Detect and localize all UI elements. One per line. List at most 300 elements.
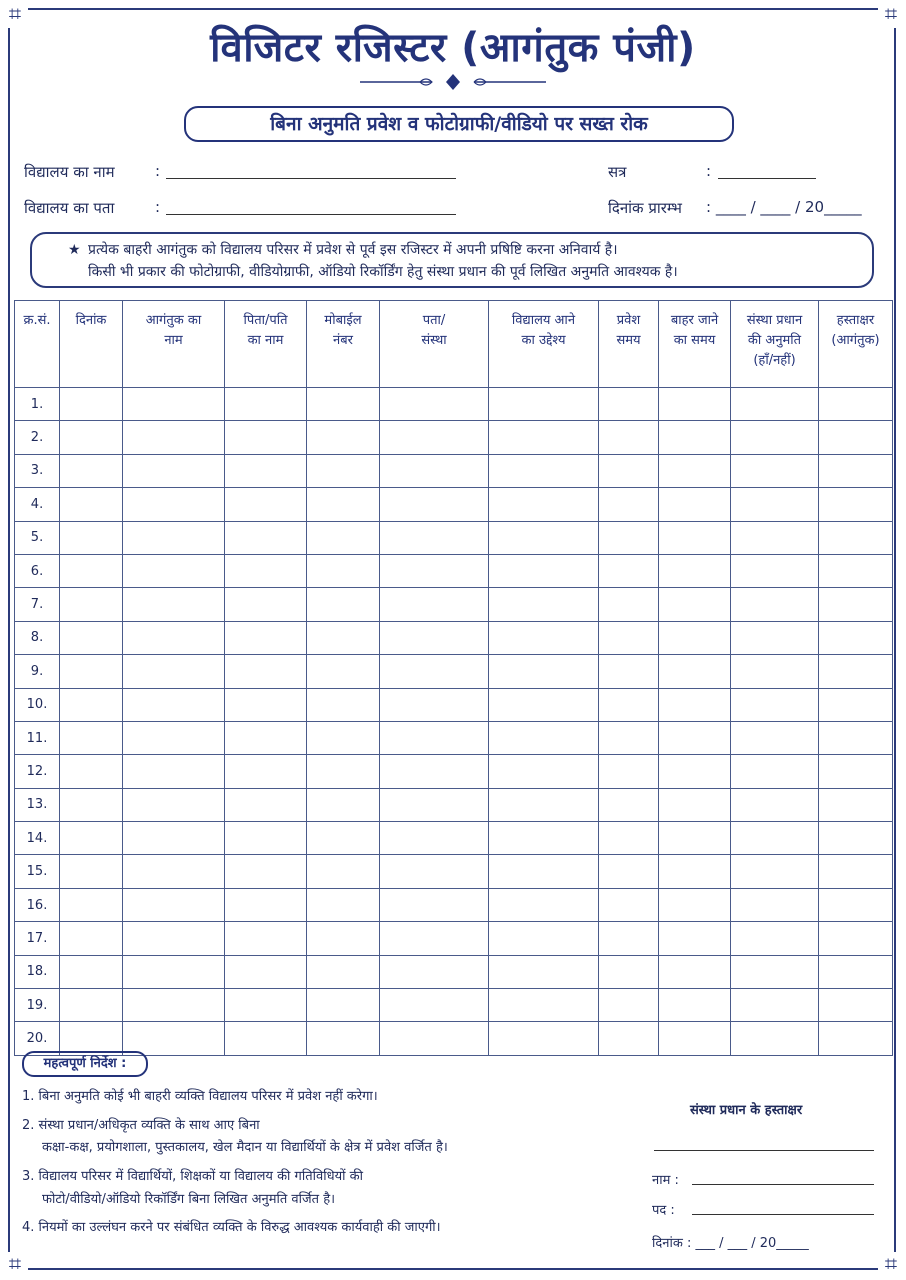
- entry-cell[interactable]: [225, 989, 307, 1022]
- entry-cell[interactable]: [731, 1022, 819, 1055]
- entry-cell[interactable]: [380, 922, 489, 955]
- entry-cell[interactable]: [123, 588, 225, 621]
- entry-cell[interactable]: [659, 621, 731, 654]
- table-row: [15, 788, 893, 821]
- entry-cell[interactable]: [819, 554, 893, 587]
- entry-cell[interactable]: [60, 488, 123, 521]
- entry-cell[interactable]: [307, 521, 380, 554]
- entry-cell[interactable]: [123, 922, 225, 955]
- session-field[interactable]: [718, 178, 816, 179]
- school-name-field[interactable]: [166, 178, 456, 179]
- entry-cell[interactable]: [659, 822, 731, 855]
- entry-cell[interactable]: [489, 421, 599, 454]
- entry-cell[interactable]: [599, 989, 659, 1022]
- entry-cell[interactable]: [60, 721, 123, 754]
- entry-cell[interactable]: [599, 688, 659, 721]
- entry-cell[interactable]: [489, 521, 599, 554]
- entry-cell[interactable]: [659, 688, 731, 721]
- entry-cell[interactable]: [599, 855, 659, 888]
- entry-cell[interactable]: [731, 721, 819, 754]
- register-table: [14, 300, 893, 1056]
- entry-cell[interactable]: [380, 855, 489, 888]
- column-header: [731, 301, 819, 388]
- entry-cell[interactable]: [599, 421, 659, 454]
- entry-cell[interactable]: [380, 521, 489, 554]
- entry-cell[interactable]: [659, 421, 731, 454]
- entry-cell[interactable]: [819, 721, 893, 754]
- entry-cell[interactable]: [380, 588, 489, 621]
- entry-cell[interactable]: [599, 588, 659, 621]
- column-header-line: समय: [616, 333, 641, 348]
- entry-cell[interactable]: [225, 621, 307, 654]
- entry-cell[interactable]: [380, 621, 489, 654]
- entry-cell[interactable]: [123, 621, 225, 654]
- entry-cell[interactable]: [380, 488, 489, 521]
- entry-cell[interactable]: [380, 388, 489, 421]
- entry-cell[interactable]: [307, 989, 380, 1022]
- entry-cell[interactable]: [599, 955, 659, 988]
- column-header: [489, 301, 599, 388]
- entry-cell[interactable]: [819, 955, 893, 988]
- table-row: [15, 388, 893, 421]
- entry-cell[interactable]: [659, 955, 731, 988]
- entry-cell[interactable]: [599, 488, 659, 521]
- entry-cell[interactable]: [60, 755, 123, 788]
- corner-ornament-icon: ⌗: [878, 2, 904, 28]
- entry-cell[interactable]: [307, 788, 380, 821]
- entry-cell[interactable]: [380, 955, 489, 988]
- entry-cell[interactable]: [819, 688, 893, 721]
- entry-cell[interactable]: [123, 989, 225, 1022]
- entry-cell[interactable]: [599, 621, 659, 654]
- entry-cell[interactable]: [489, 688, 599, 721]
- entry-cell[interactable]: [731, 989, 819, 1022]
- instruction-item: 2. संस्था प्रधान/अधिकृत व्यक्ति के साथ आए बिना: [22, 1118, 260, 1133]
- corner-ornament-icon: ⌗: [2, 1252, 28, 1278]
- entry-cell[interactable]: [60, 989, 123, 1022]
- entry-cell[interactable]: [225, 755, 307, 788]
- serial-number: 12.: [15, 755, 60, 788]
- instruction-item: 1. बिना अनुमति कोई भी बाहरी व्यक्ति विद्यालय परिसर में प्रवेश नहीं करेगा।: [22, 1089, 378, 1104]
- entry-cell[interactable]: [819, 655, 893, 688]
- entry-cell[interactable]: [489, 822, 599, 855]
- entry-cell[interactable]: [659, 755, 731, 788]
- entry-cell[interactable]: [225, 822, 307, 855]
- entry-cell[interactable]: [307, 554, 380, 587]
- entry-cell[interactable]: [123, 822, 225, 855]
- entry-cell[interactable]: [659, 488, 731, 521]
- star-icon: ★: [68, 242, 81, 258]
- serial-number: 15.: [15, 855, 60, 888]
- entry-cell[interactable]: [225, 721, 307, 754]
- entry-cell[interactable]: [599, 755, 659, 788]
- table-row: [15, 655, 893, 688]
- entry-cell[interactable]: [380, 554, 489, 587]
- column-header-line: मोबाईल: [324, 313, 362, 328]
- entry-cell[interactable]: [225, 554, 307, 587]
- entry-cell[interactable]: [599, 521, 659, 554]
- serial-number: 18.: [15, 955, 60, 988]
- entry-cell[interactable]: [123, 655, 225, 688]
- entry-cell[interactable]: [489, 588, 599, 621]
- column-header-line: पता/: [422, 313, 446, 328]
- column-header: [307, 301, 380, 388]
- post-field[interactable]: [692, 1214, 874, 1215]
- entry-cell[interactable]: [819, 421, 893, 454]
- entry-cell[interactable]: [489, 454, 599, 487]
- entry-cell[interactable]: [599, 922, 659, 955]
- column-header: [659, 301, 731, 388]
- serial-number: 16.: [15, 888, 60, 921]
- instructions-title: महत्वपूर्ण निर्देश :: [22, 1051, 148, 1077]
- column-header: [123, 301, 225, 388]
- entry-cell[interactable]: [123, 688, 225, 721]
- table-row: [15, 822, 893, 855]
- entry-cell[interactable]: [307, 955, 380, 988]
- entry-cell[interactable]: [380, 688, 489, 721]
- entry-cell[interactable]: [225, 888, 307, 921]
- entry-cell[interactable]: [731, 554, 819, 587]
- entry-cell[interactable]: [599, 655, 659, 688]
- entry-cell[interactable]: [659, 855, 731, 888]
- table-row: [15, 922, 893, 955]
- entry-cell[interactable]: [60, 454, 123, 487]
- colon: :: [706, 162, 712, 180]
- serial-number: 14.: [15, 822, 60, 855]
- entry-cell[interactable]: [225, 922, 307, 955]
- table-row: [15, 454, 893, 487]
- entry-cell[interactable]: [659, 588, 731, 621]
- entry-cell[interactable]: [599, 454, 659, 487]
- entry-cell[interactable]: [307, 822, 380, 855]
- entry-cell[interactable]: [819, 521, 893, 554]
- entry-cell[interactable]: [307, 488, 380, 521]
- entry-cell[interactable]: [731, 822, 819, 855]
- entry-cell[interactable]: [599, 554, 659, 587]
- entry-cell[interactable]: [489, 655, 599, 688]
- entry-cell[interactable]: [659, 721, 731, 754]
- entry-cell[interactable]: [380, 788, 489, 821]
- entry-cell[interactable]: [599, 1022, 659, 1055]
- entry-cell[interactable]: [819, 488, 893, 521]
- entry-cell[interactable]: [60, 621, 123, 654]
- entry-cell[interactable]: [307, 454, 380, 487]
- column-header-line: बाहर जाने: [670, 313, 719, 328]
- entry-cell[interactable]: [307, 1022, 380, 1055]
- serial-number: 5.: [15, 521, 60, 554]
- column-header-line: का नाम: [247, 333, 284, 348]
- serial-number: 7.: [15, 588, 60, 621]
- entry-cell[interactable]: [489, 488, 599, 521]
- column-header-line: नाम: [164, 333, 183, 348]
- entry-cell[interactable]: [731, 688, 819, 721]
- colon: :: [155, 198, 161, 216]
- entry-cell[interactable]: [307, 855, 380, 888]
- entry-cell[interactable]: [731, 888, 819, 921]
- school-address-field[interactable]: [166, 214, 456, 215]
- entry-cell[interactable]: [123, 955, 225, 988]
- serial-number: 19.: [15, 989, 60, 1022]
- column-header-line: आगंतुक का: [145, 313, 202, 328]
- serial-number: 4.: [15, 488, 60, 521]
- entry-cell[interactable]: [659, 788, 731, 821]
- column-header: [380, 301, 489, 388]
- entry-cell[interactable]: [123, 488, 225, 521]
- entry-cell[interactable]: [380, 721, 489, 754]
- entry-cell[interactable]: [731, 621, 819, 654]
- table-row: [15, 721, 893, 754]
- entry-cell[interactable]: [380, 888, 489, 921]
- entry-cell[interactable]: [225, 454, 307, 487]
- column-header-line: दिनांक: [75, 313, 107, 328]
- name-field[interactable]: [692, 1184, 874, 1185]
- entry-cell[interactable]: [489, 554, 599, 587]
- instruction-item: 4. नियमों का उल्लंघन करने पर संबंधित व्यक्ति के विरुद्ध आवश्यक कार्यवाही की जाएगी।: [22, 1220, 441, 1235]
- entry-cell[interactable]: [819, 788, 893, 821]
- entry-cell[interactable]: [307, 421, 380, 454]
- entry-cell[interactable]: [731, 955, 819, 988]
- warning-banner: बिना अनुमति प्रवेश व फोटोग्राफी/वीडियो पर सख्त रोक: [184, 106, 734, 142]
- entry-cell[interactable]: [659, 454, 731, 487]
- entry-cell[interactable]: [731, 521, 819, 554]
- entry-cell[interactable]: [307, 888, 380, 921]
- serial-number: 10.: [15, 688, 60, 721]
- entry-cell[interactable]: [489, 621, 599, 654]
- serial-number: 9.: [15, 655, 60, 688]
- school-name-label: विद्यालय का नाम: [24, 163, 115, 181]
- entry-cell[interactable]: [225, 488, 307, 521]
- instruction-item: कक्षा-कक्ष, प्रयोगशाला, पुस्तकालय, खेल मैदान या विद्यार्थियों के क्षेत्र में प्रवेश वर्जित है।: [42, 1140, 448, 1155]
- column-header-line: नंबर: [333, 333, 353, 348]
- serial-number: 17.: [15, 922, 60, 955]
- entry-cell[interactable]: [307, 621, 380, 654]
- entry-cell[interactable]: [731, 788, 819, 821]
- column-header: [819, 301, 893, 388]
- entry-cell[interactable]: [225, 1022, 307, 1055]
- entry-cell[interactable]: [307, 721, 380, 754]
- start-date-label: दिनांक प्रारम्भ: [608, 199, 682, 217]
- entry-cell[interactable]: [225, 421, 307, 454]
- entry-cell[interactable]: [225, 588, 307, 621]
- serial-number: 2.: [15, 421, 60, 454]
- column-header-line: विद्यालय आने: [511, 313, 576, 328]
- entry-cell[interactable]: [123, 855, 225, 888]
- entry-cell[interactable]: [489, 788, 599, 821]
- column-header: [599, 301, 659, 388]
- entry-cell[interactable]: [731, 388, 819, 421]
- entry-cell[interactable]: [819, 888, 893, 921]
- table-row: [15, 488, 893, 521]
- entry-cell[interactable]: [307, 922, 380, 955]
- entry-cell[interactable]: [380, 989, 489, 1022]
- signature-title: संस्था प्रधान के हस्ताक्षर: [690, 1103, 803, 1118]
- entry-cell[interactable]: [225, 855, 307, 888]
- entry-cell[interactable]: [60, 588, 123, 621]
- entry-cell[interactable]: [307, 755, 380, 788]
- column-header-line: हस्ताक्षर: [836, 313, 875, 328]
- entry-cell[interactable]: [489, 388, 599, 421]
- entry-cell[interactable]: [599, 888, 659, 921]
- entry-cell[interactable]: [123, 755, 225, 788]
- entry-cell[interactable]: [123, 521, 225, 554]
- entry-cell[interactable]: [599, 388, 659, 421]
- entry-cell[interactable]: [731, 922, 819, 955]
- entry-cell[interactable]: [489, 888, 599, 921]
- entry-cell[interactable]: [659, 554, 731, 587]
- column-header-line: प्रवेश: [616, 313, 641, 328]
- entry-cell[interactable]: [225, 388, 307, 421]
- entry-cell[interactable]: [659, 388, 731, 421]
- entry-cell[interactable]: [123, 554, 225, 587]
- column-header: [60, 301, 123, 388]
- signature-date-field[interactable]: दिनांक : ___ / ___ / 20_____: [652, 1236, 809, 1251]
- entry-cell[interactable]: [599, 721, 659, 754]
- table-row: [15, 989, 893, 1022]
- entry-cell[interactable]: [60, 855, 123, 888]
- colon: :: [155, 162, 161, 180]
- entry-cell[interactable]: [659, 922, 731, 955]
- entry-cell[interactable]: [819, 454, 893, 487]
- entry-cell[interactable]: [60, 955, 123, 988]
- table-row: [15, 421, 893, 454]
- session-label: सत्र: [608, 163, 627, 181]
- entry-cell[interactable]: [123, 721, 225, 754]
- entry-cell[interactable]: [819, 855, 893, 888]
- ornament-divider-icon: [360, 72, 546, 92]
- entry-cell[interactable]: [60, 922, 123, 955]
- instruction-item: 3. विद्यालय परिसर में विद्यार्थियों, शिक्षकों या विद्यालय की गतिविधियों की: [22, 1169, 363, 1184]
- entry-cell[interactable]: [307, 388, 380, 421]
- post-label: पद :: [652, 1203, 675, 1218]
- entry-cell[interactable]: [731, 421, 819, 454]
- serial-number: 20.: [15, 1022, 60, 1055]
- entry-cell[interactable]: [731, 454, 819, 487]
- entry-cell[interactable]: [60, 388, 123, 421]
- table-row: [15, 955, 893, 988]
- entry-cell[interactable]: [819, 621, 893, 654]
- name-label: नाम :: [652, 1173, 679, 1188]
- serial-number: 11.: [15, 721, 60, 754]
- entry-cell[interactable]: [60, 822, 123, 855]
- entry-cell[interactable]: [731, 755, 819, 788]
- school-address-label: विद्यालय का पता: [24, 199, 115, 217]
- table-row: [15, 688, 893, 721]
- serial-number: 6.: [15, 554, 60, 587]
- entry-cell[interactable]: [489, 955, 599, 988]
- entry-cell[interactable]: [60, 655, 123, 688]
- table-row: [15, 521, 893, 554]
- table-row: [15, 588, 893, 621]
- entry-cell[interactable]: [380, 755, 489, 788]
- entry-cell[interactable]: [731, 855, 819, 888]
- entry-cell[interactable]: [380, 822, 489, 855]
- entry-cell[interactable]: [489, 1022, 599, 1055]
- instruction-item: फोटो/वीडियो/ऑडियो रिकॉर्डिंग बिना लिखित अनुमति वर्जित है।: [42, 1192, 336, 1207]
- entry-cell[interactable]: [819, 922, 893, 955]
- entry-cell[interactable]: [60, 554, 123, 587]
- table-row: [15, 1022, 893, 1055]
- entry-cell[interactable]: [307, 588, 380, 621]
- entry-cell[interactable]: [819, 388, 893, 421]
- column-header-line: संस्था: [421, 333, 447, 348]
- entry-cell[interactable]: [659, 1022, 731, 1055]
- entry-cell[interactable]: [60, 888, 123, 921]
- entry-cell[interactable]: [731, 488, 819, 521]
- entry-cell[interactable]: [659, 521, 731, 554]
- entry-cell[interactable]: [489, 989, 599, 1022]
- serial-number: 1.: [15, 388, 60, 421]
- table-row: [15, 755, 893, 788]
- entry-cell[interactable]: [123, 888, 225, 921]
- entry-cell[interactable]: [225, 521, 307, 554]
- entry-cell[interactable]: [380, 655, 489, 688]
- entry-cell[interactable]: [819, 588, 893, 621]
- entry-cell[interactable]: [659, 655, 731, 688]
- notice-line-2: किसी भी प्रकार की फोटोग्राफी, वीडियोग्राफी, ऑडियो रिकॉर्डिंग हेतु संस्था प्रधान की पूर्व लिखित अनुमति आवश्यक है।: [88, 264, 678, 280]
- entry-cell[interactable]: [819, 989, 893, 1022]
- column-header: [225, 301, 307, 388]
- entry-cell[interactable]: [659, 888, 731, 921]
- start-date-field[interactable]: : ____ / ____ / 20_____: [706, 198, 862, 216]
- entry-cell[interactable]: [599, 788, 659, 821]
- column-header-line: का उद्देश्य: [521, 333, 566, 348]
- serial-number: 3.: [15, 454, 60, 487]
- entry-cell[interactable]: [307, 688, 380, 721]
- entry-cell[interactable]: [819, 822, 893, 855]
- notice-box: [30, 232, 874, 288]
- entry-cell[interactable]: [225, 655, 307, 688]
- corner-ornament-icon: ⌗: [2, 2, 28, 28]
- column-header-line: पिता/पति: [243, 313, 288, 328]
- entry-cell[interactable]: [489, 855, 599, 888]
- entry-cell[interactable]: [225, 955, 307, 988]
- entry-cell[interactable]: [731, 655, 819, 688]
- entry-cell[interactable]: [307, 655, 380, 688]
- column-header-line: का समय: [673, 333, 716, 348]
- entry-cell[interactable]: [123, 421, 225, 454]
- entry-cell[interactable]: [225, 688, 307, 721]
- table-row: [15, 888, 893, 921]
- table-row: [15, 855, 893, 888]
- column-header-line: संस्था प्रधान: [746, 313, 803, 328]
- signature-field[interactable]: [654, 1150, 874, 1151]
- entry-cell[interactable]: [731, 588, 819, 621]
- entry-cell[interactable]: [489, 755, 599, 788]
- entry-cell[interactable]: [60, 521, 123, 554]
- column-header-line: (आगंतुक): [831, 333, 880, 348]
- entry-cell[interactable]: [123, 454, 225, 487]
- entry-cell[interactable]: [123, 388, 225, 421]
- entry-cell[interactable]: [60, 688, 123, 721]
- page-title: विजिटर रजिस्टर (आगंतुक पंजी): [210, 25, 696, 71]
- entry-cell[interactable]: [60, 788, 123, 821]
- entry-cell[interactable]: [60, 421, 123, 454]
- entry-cell[interactable]: [380, 1022, 489, 1055]
- entry-cell[interactable]: [380, 421, 489, 454]
- entry-cell[interactable]: [489, 922, 599, 955]
- entry-cell[interactable]: [380, 454, 489, 487]
- column-header-line: की अनुमति: [747, 333, 802, 348]
- entry-cell[interactable]: [225, 788, 307, 821]
- entry-cell[interactable]: [599, 822, 659, 855]
- table-row: [15, 621, 893, 654]
- entry-cell[interactable]: [489, 721, 599, 754]
- entry-cell[interactable]: [123, 788, 225, 821]
- column-header-line: क्र.सं.: [23, 313, 51, 328]
- entry-cell[interactable]: [819, 1022, 893, 1055]
- entry-cell[interactable]: [659, 989, 731, 1022]
- entry-cell[interactable]: [819, 755, 893, 788]
